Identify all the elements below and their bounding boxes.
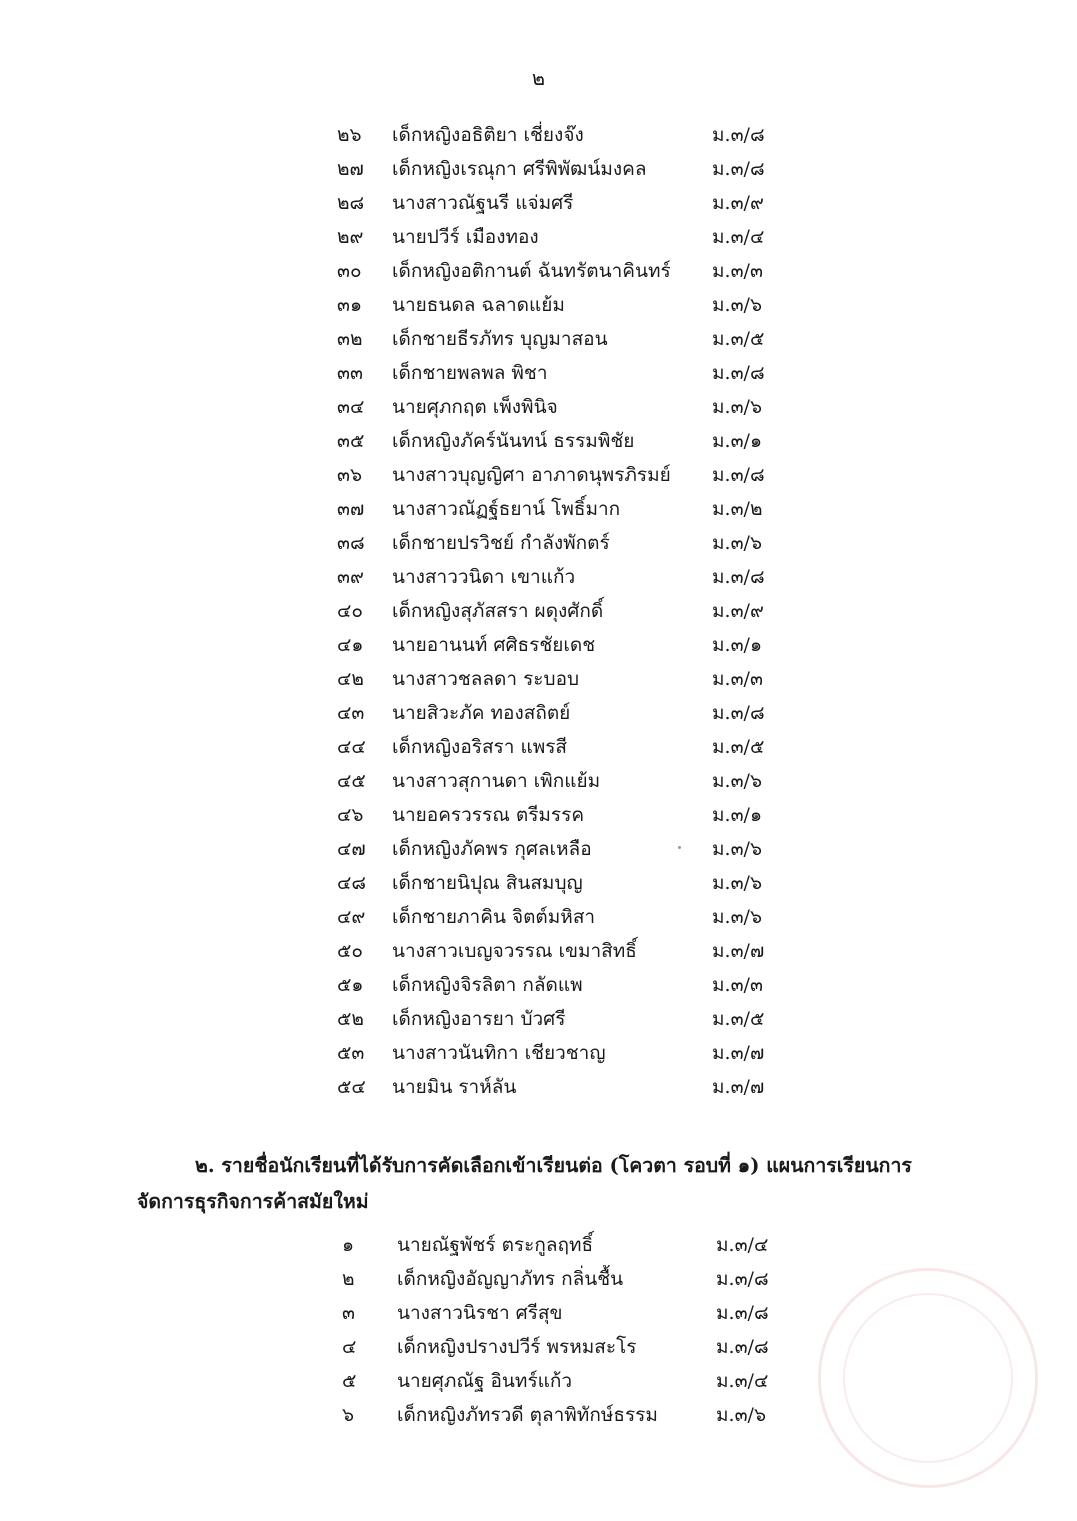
student-name: นางสาวนิรชา ศรีสุข [397, 1302, 563, 1324]
list-item [0, 1228, 1077, 1262]
student-class: ม.๓/๘ [712, 362, 765, 384]
list-item [0, 730, 1077, 764]
list-item [0, 934, 1077, 968]
item-number: ๔๗ [337, 838, 366, 860]
student-class: ม.๓/๕ [712, 736, 765, 758]
student-name: เด็กหญิงเรณุกา ศรีพิพัฒน์มงคล [392, 158, 647, 180]
item-number: ๔๘ [337, 872, 367, 894]
student-class: ม.๓/๘ [712, 124, 765, 146]
student-name: เด็กหญิงอริสรา แพรสี [392, 736, 568, 758]
list-item [0, 900, 1077, 934]
list-item [0, 492, 1077, 526]
list-item [0, 594, 1077, 628]
student-name: นายศุภกฤต เพ็งพินิจ [392, 396, 558, 418]
student-name: เด็กหญิงสุภัสสรา ผดุงศักดิ์ [392, 600, 604, 622]
item-number: ๔๖ [337, 804, 364, 826]
item-number: ๓๘ [337, 532, 365, 554]
item-number: ๓๕ [337, 430, 365, 452]
item-number: ๕๓ [337, 1042, 365, 1064]
student-class: ม.๓/๘ [712, 158, 765, 180]
student-name: เด็กหญิงอัญญาภัทร กลิ่นชื้น [397, 1268, 624, 1290]
student-name: เด็กหญิงภัคพร กุศลเหลือ [392, 838, 592, 860]
student-class: ม.๓/๖ [712, 532, 763, 554]
list-item [0, 560, 1077, 594]
student-name: นางสาวเบญจวรรณ เขมาสิทธิ์ [392, 940, 637, 962]
student-class: ม.๓/๔ [716, 1370, 769, 1392]
list-item [0, 1002, 1077, 1036]
item-number: ๔๑ [337, 634, 364, 656]
list-item [0, 866, 1077, 900]
student-class: ม.๓/๙ [712, 600, 764, 622]
student-name: เด็กหญิงอารยา บัวศรี [392, 1008, 566, 1030]
student-class: ม.๓/๖ [712, 396, 763, 418]
list-item [0, 526, 1077, 560]
student-class: ม.๓/๑ [712, 634, 763, 656]
list-item [0, 798, 1077, 832]
page-number: ๒ [531, 66, 546, 90]
student-class: ม.๓/๘ [716, 1268, 769, 1290]
student-class: ม.๓/๖ [712, 906, 763, 928]
student-class: ม.๓/๗ [712, 1076, 765, 1098]
student-name: นางสาวบุญญิศา อาภาดนุพรภิรมย์ [392, 464, 671, 486]
student-class: ม.๓/๔ [716, 1234, 769, 1256]
student-name: นางสาวณัฐนรี แจ่มศรี [392, 192, 574, 214]
student-name: นางสาวนันทิกา เชียวชาญ [392, 1042, 606, 1064]
student-class: ม.๓/๖ [712, 838, 763, 860]
item-number: ๒๘ [337, 192, 365, 214]
student-name: นายอานนท์ ศศิธรชัยเดช [392, 634, 596, 656]
student-name: เด็กหญิงภัทรวดี ตุลาพิทักษ์ธรรม [397, 1404, 658, 1426]
student-class: ม.๓/๕ [712, 328, 765, 350]
student-name: เด็กหญิงอธิติยา เชี่ยงจ๊ง [392, 124, 584, 146]
student-name: นายสิวะภัค ทองสถิตย์ [392, 702, 571, 724]
scan-speck [678, 846, 681, 849]
item-number: ๓ [342, 1302, 355, 1324]
student-class: ม.๓/๘ [712, 464, 765, 486]
list-item [0, 254, 1077, 288]
item-number: ๒๙ [337, 226, 364, 248]
student-name: นางสาวสุกานดา เพิกแย้ม [392, 770, 601, 792]
student-class: ม.๓/๖ [712, 872, 763, 894]
item-number: ๒๗ [337, 158, 364, 180]
student-class: ม.๓/๖ [712, 294, 763, 316]
student-name: เด็กชายภาคิน จิตต์มหิสา [392, 906, 596, 928]
item-number: ๓๒ [337, 328, 363, 350]
student-name: นางสาวณัฏฐ์ธยาน์ โพธิ์มาก [392, 498, 621, 520]
student-class: ม.๓/๗ [712, 1042, 765, 1064]
section-heading: ๒. รายชื่อนักเรียนที่ได้รับการคัดเลือกเข้าเรียนต่อ (โควตา รอบที่ ๑) แผนการเรียนการจัดการธุรกิจการค้าสมัยใหม่ [137, 1154, 912, 1213]
item-number: ๓๔ [337, 396, 365, 418]
student-name: นายธนดล ฉลาดแย้ม [392, 294, 565, 316]
student-name: นางสาวชลลดา ระบอบ [392, 668, 580, 690]
list-item [0, 356, 1077, 390]
student-class: ม.๓/๖ [716, 1404, 767, 1426]
list-item [0, 322, 1077, 356]
list-item [0, 764, 1077, 798]
list-item [0, 662, 1077, 696]
official-seal-stamp [818, 1268, 1038, 1488]
student-name: เด็กชายนิปุณ สินสมบุญ [392, 872, 583, 894]
list-item [0, 220, 1077, 254]
list-item [0, 390, 1077, 424]
student-class: ม.๓/๓ [712, 974, 763, 996]
list-item [0, 186, 1077, 220]
student-name: เด็กหญิงปรางปวีร์ พรหมสะโร [397, 1336, 637, 1358]
student-class: ม.๓/๘ [716, 1302, 769, 1324]
list-item [0, 628, 1077, 662]
item-number: ๓๗ [337, 498, 365, 520]
list-item [0, 696, 1077, 730]
item-number: ๒๖ [337, 124, 362, 146]
student-class: ม.๓/๒ [712, 498, 763, 520]
list-item [0, 458, 1077, 492]
student-class: ม.๓/๑ [712, 804, 763, 826]
list-item [0, 968, 1077, 1002]
student-class: ม.๓/๙ [712, 192, 764, 214]
student-name: เด็กชายธีรภัทร บุญมาสอน [392, 328, 608, 350]
seal-inner-ring [843, 1293, 1013, 1463]
item-number: ๕๑ [337, 974, 364, 996]
item-number: ๑ [342, 1234, 355, 1256]
student-class: ม.๓/๑ [712, 430, 763, 452]
item-number: ๖ [342, 1404, 355, 1426]
student-class: ม.๓/๖ [712, 770, 763, 792]
student-class: ม.๓/๓ [712, 668, 763, 690]
item-number: ๓๐ [337, 260, 362, 282]
item-number: ๕ [342, 1370, 357, 1392]
student-class: ม.๓/๓ [712, 260, 763, 282]
list-item [0, 832, 1077, 866]
student-name: เด็กชายพลพล พิชา [392, 362, 548, 384]
item-number: ๔๕ [337, 770, 366, 792]
student-name: นางสาววนิดา เขาแก้ว [392, 566, 576, 588]
student-class: ม.๓/๗ [712, 940, 765, 962]
student-class: ม.๓/๘ [716, 1336, 769, 1358]
list-item [0, 1070, 1077, 1104]
student-class: ม.๓/๕ [712, 1008, 765, 1030]
list-item [0, 1036, 1077, 1070]
item-number: ๓๓ [337, 362, 363, 384]
list-item [0, 152, 1077, 186]
list-item [0, 424, 1077, 458]
item-number: ๔๒ [337, 668, 364, 690]
student-name: นายศุภณัฐ อินทร์แก้ว [397, 1370, 573, 1392]
student-name: นายปวีร์ เมืองทอง [392, 226, 539, 248]
item-number: ๕๔ [337, 1076, 366, 1098]
student-class: ม.๓/๘ [712, 702, 765, 724]
item-number: ๓๑ [337, 294, 363, 316]
student-class: ม.๓/๔ [712, 226, 765, 248]
item-number: ๓๙ [337, 566, 364, 588]
student-name: เด็กหญิงภัคร์นันทน์ ธรรมพิชัย [392, 430, 635, 452]
student-list-continued [0, 118, 1077, 1104]
student-name: เด็กชายปรวิชย์ กำลังพักตร์ [392, 532, 610, 554]
student-name: นายอครวรรณ ตรีมรรค [392, 804, 585, 826]
student-name: เด็กหญิงอติกานต์ ฉันทรัตนาคินทร์ [392, 260, 671, 282]
item-number: ๔๙ [337, 906, 366, 928]
item-number: ๒ [342, 1268, 355, 1290]
item-number: ๕๐ [337, 940, 363, 962]
list-item [0, 118, 1077, 152]
item-number: ๔๓ [337, 702, 365, 724]
student-name: นายณัฐพัชร์ ตระกูลฤทธิ์ [397, 1234, 594, 1256]
student-name: นายมิน ราห์ลัน [392, 1076, 517, 1098]
item-number: ๔ [342, 1336, 357, 1358]
item-number: ๔๔ [337, 736, 366, 758]
item-number: ๔๐ [337, 600, 363, 622]
item-number: ๓๖ [337, 464, 363, 486]
item-number: ๕๒ [337, 1008, 364, 1030]
list-item [0, 288, 1077, 322]
student-class: ม.๓/๘ [712, 566, 765, 588]
student-name: เด็กหญิงจิรลิตา กลัดแพ [392, 974, 583, 996]
